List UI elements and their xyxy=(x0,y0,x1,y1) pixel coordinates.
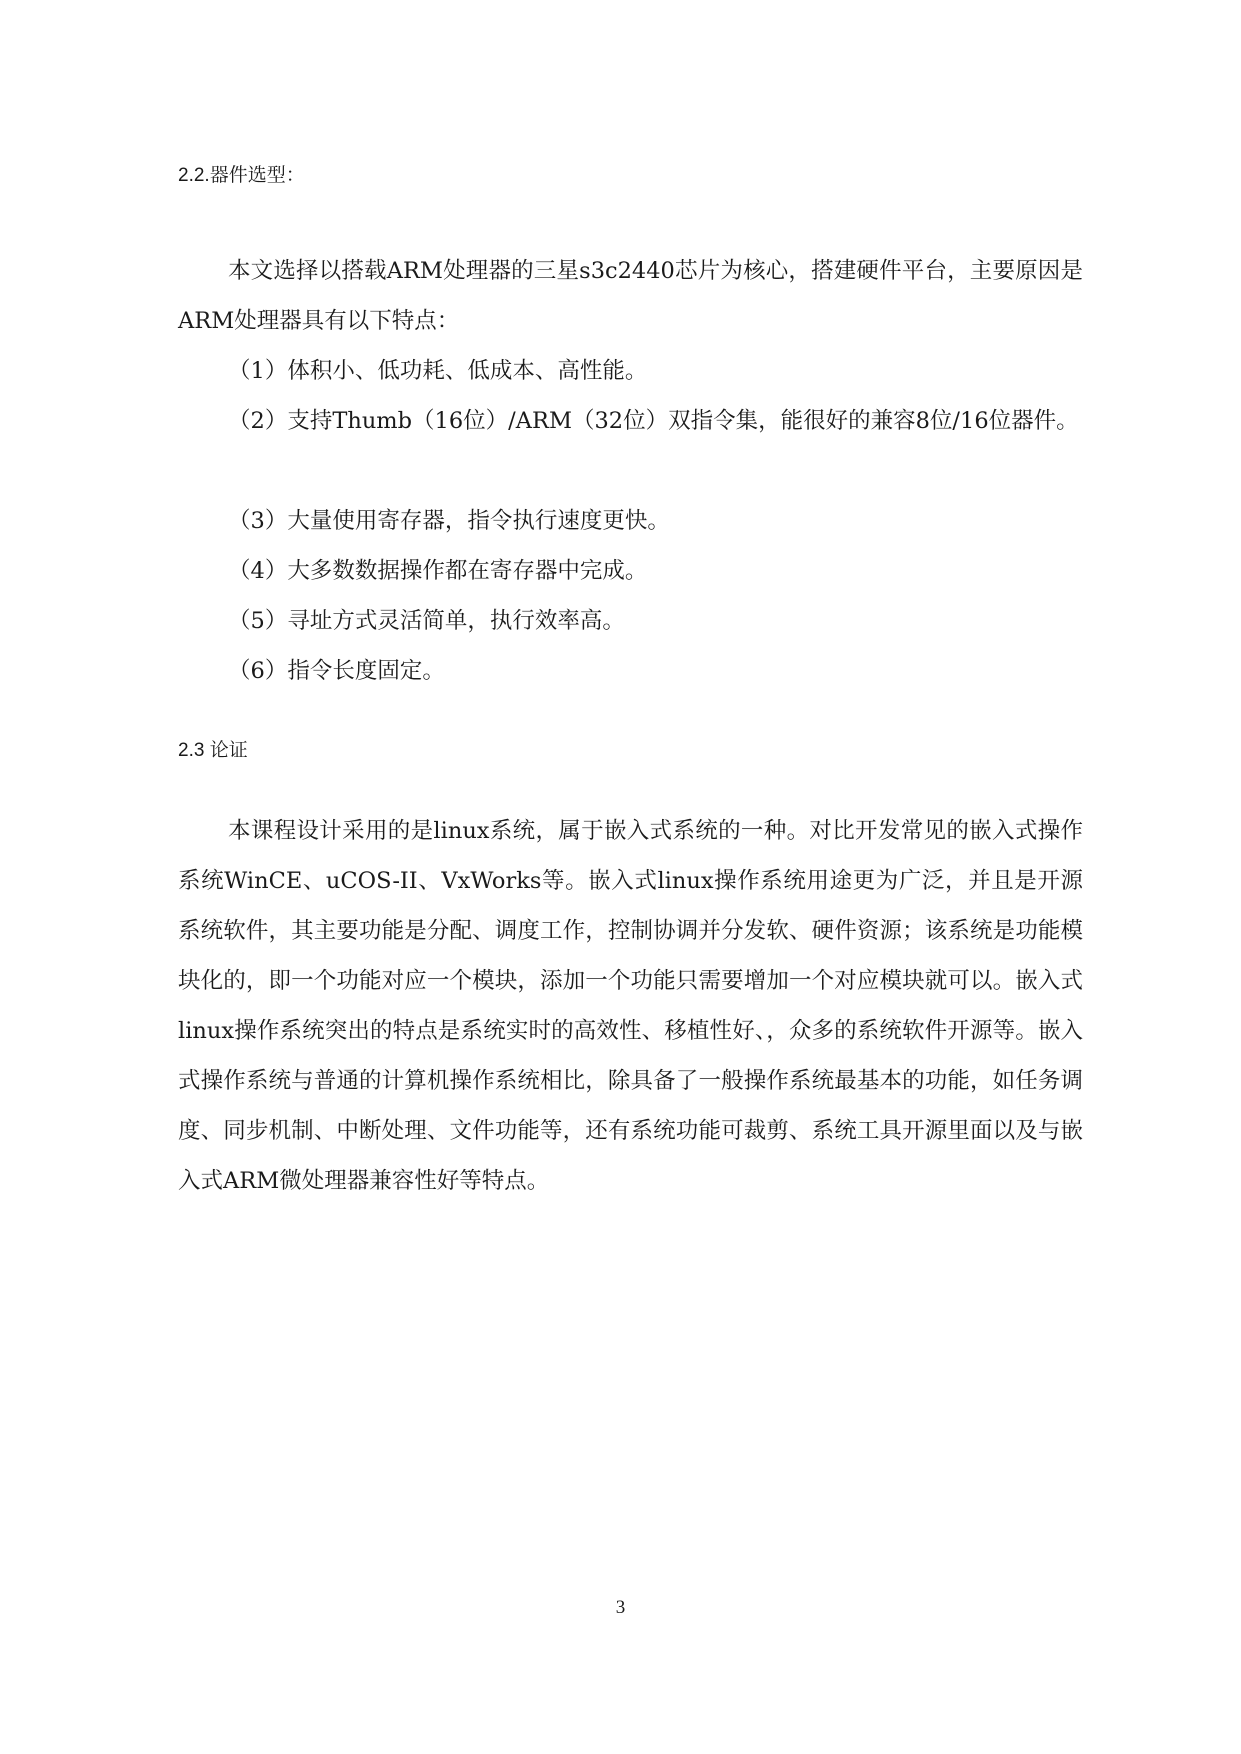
section-heading-2-2: 2.2.器件选型： xyxy=(178,165,305,186)
feature-item-1: （1）体积小、低功耗、低成本、高性能。 xyxy=(228,358,648,384)
feature-item-2: （2）支持Thumb（16位）/ARM（32位）双指令集，能很好的兼容8位/16位器件。 xyxy=(228,408,1079,434)
argument-paragraph: 本课程设计采用的是linux系统，属于嵌入式系统的一种。对比开发常见的嵌入式操作系统WinCE、uCOS-II、VxWorks等。嵌入式linux操作系统用途更为广泛，并且是开源系统软件，其主要功能是分配、调度工作，控制协调并分发软、硬件资源；该系统是功能模块化的，即一个功能对应一个模块，添加一个功能只需要增加一个对应模块就可以。嵌入式linux操作系统突出的特点是系统实时的高效性、移植性好、，众多的系统软件开源等。嵌入式操作系统与普通的计算机操作系统相比，除具备了一般操作系统最基本的功能，如任务调度、同步机制、中断处理、文件功能等，还有系统功能可裁剪、系统工具开源里面以及与嵌入式ARM微处理器兼容性好等特点。 xyxy=(178,818,1083,1194)
feature-item-3: （3）大量使用寄存器，指令执行速度更快。 xyxy=(228,508,670,534)
intro-paragraph: 本文选择以搭载ARM处理器的三星s3c2440芯片为核心，搭建硬件平台，主要原因是ARM处理器具有以下特点： xyxy=(178,258,1083,334)
feature-item-5: （5）寻址方式灵活简单，执行效率高。 xyxy=(228,608,625,634)
section-heading-2-3: 2.3 论证 xyxy=(178,740,248,761)
feature-item-4: （4）大多数数据操作都在寄存器中完成。 xyxy=(228,558,648,584)
page-number: 3 xyxy=(615,1597,626,1618)
feature-item-6: （6）指令长度固定。 xyxy=(228,658,445,684)
